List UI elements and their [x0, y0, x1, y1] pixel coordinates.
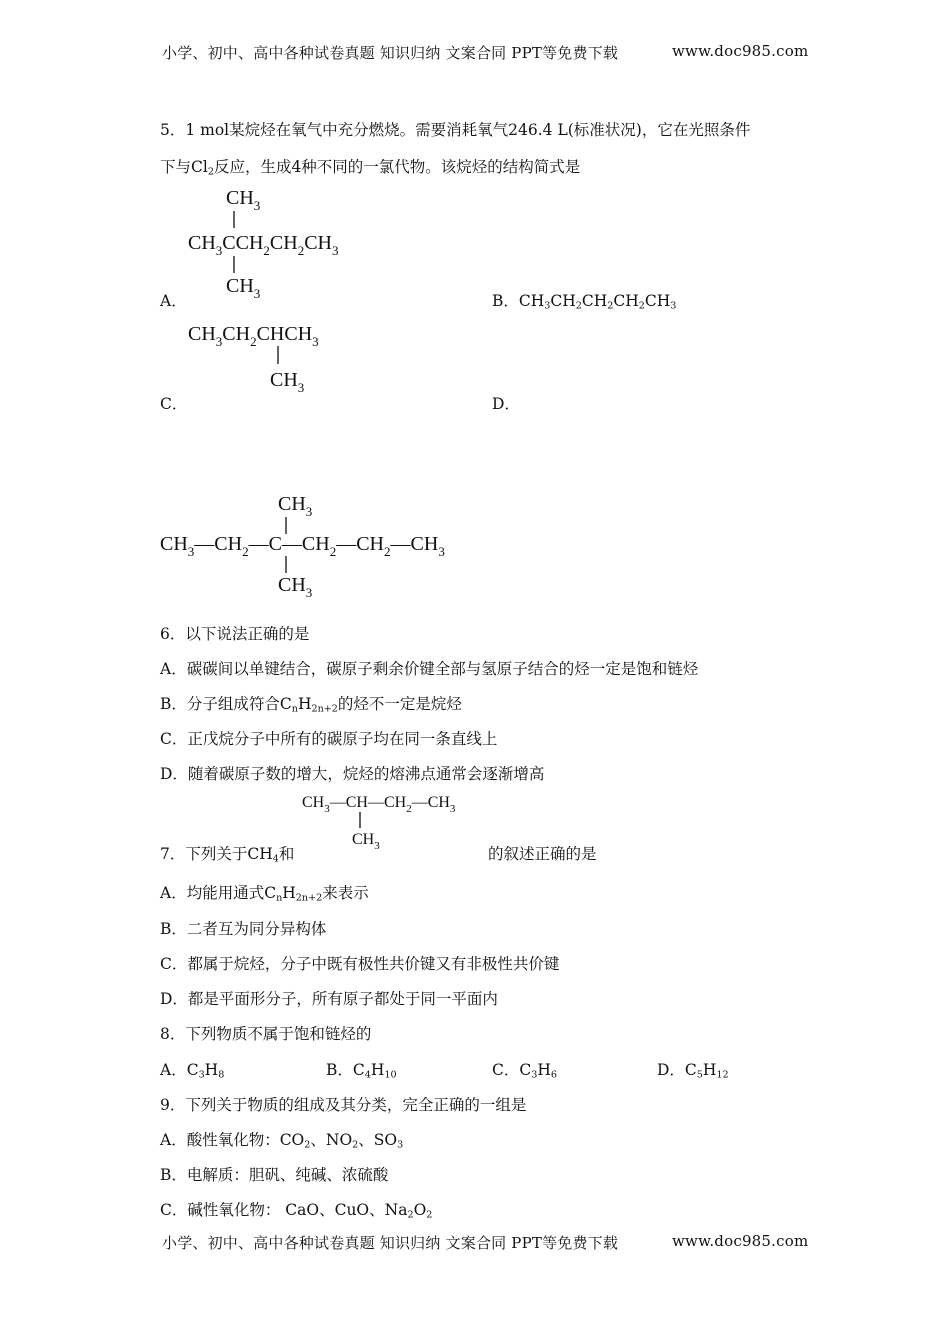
struct-c-branch-ch3: $CH_3$: [270, 369, 305, 395]
q7-option-a: A．均能用通式$C_nH_{2n+2}$来表示: [160, 884, 369, 904]
q7-stem-start: 7．下列关于$CH_4$和: [160, 845, 295, 865]
q5-structure-d: [160, 490, 490, 604]
struct-a-main-chain: $CH_3CCH_2CH_2CH_3$: [188, 232, 339, 258]
q5-stem-line2: 下与$Cl_2$反应，生成4种不同的一氯代物。该烷烃的结构简式是: [160, 158, 581, 178]
q5-option-c-label: C．: [160, 395, 188, 413]
q9-option-a: A．酸性氧化物：$CO_2$、$NO_2$、$SO_3$: [160, 1131, 404, 1151]
q9-option-c: C．碱性氧化物： CaO、CuO、$Na_2O_2$: [160, 1201, 433, 1221]
q6-option-c: C．正戊烷分子中所有的碳原子均在同一条直线上: [160, 730, 498, 748]
struct-d-main-chain: $CH_3—CH_2—C—CH_2—CH_2—CH_3$: [160, 533, 445, 559]
struct-c-main-chain: $CH_3CH_2CHCH_3$: [188, 323, 319, 349]
q6-option-d: D．随着碳原子数的增大，烷烃的熔沸点通常会逐渐增高: [160, 765, 545, 783]
q7-option-b: B．二者互为同分异构体: [160, 920, 327, 938]
q8-option-c: C．$C_3H_6$: [492, 1061, 557, 1081]
q7-struct-branch-ch3: $CH_3$: [352, 831, 380, 852]
q7-option-c: C．都属于烷烃，分子中既有极性共价键又有非极性共价键: [160, 955, 560, 973]
q9-option-b: B．电解质：胆矾、纯碱、浓硫酸: [160, 1166, 389, 1184]
q6-option-a: A．碳碳间以单键结合，碳原子剩余价键全部与氢原子结合的烃一定是饱和链烃: [160, 660, 699, 678]
struct-d-top-ch3: $CH_3$: [278, 493, 313, 519]
q8-option-a: A．$C_3H_8$: [160, 1061, 225, 1081]
q5-option-a-label: A．: [160, 292, 187, 310]
q6-stem: 6．以下说法正确的是: [160, 625, 310, 643]
q7-struct-main-chain: $CH_3—CH—CH_2—CH_3$: [302, 794, 456, 815]
q8-stem: 8．下列物质不属于饱和链烃的: [160, 1025, 372, 1043]
struct-a-bottom-ch3: $CH_3$: [226, 275, 261, 301]
q7-option-d: D．都是平面形分子，所有原子都处于同一平面内: [160, 990, 498, 1008]
q8-option-d: D．$C_5H_{12}$: [657, 1061, 729, 1081]
q8-option-b: B．$C_4H_{10}$: [326, 1061, 397, 1081]
q9-stem: 9．下列关于物质的组成及其分类，完全正确的一组是: [160, 1096, 527, 1114]
q5-structure-a: [188, 184, 368, 303]
header-site-link[interactable]: www.doc985.com: [672, 42, 809, 60]
q7-structure: [302, 790, 502, 856]
footer-site-link[interactable]: www.doc985.com: [672, 1232, 809, 1250]
q5-option-b: B．$CH_3CH_2CH_2CH_2CH_3$: [492, 292, 677, 312]
q5-option-d-label: D．: [492, 395, 520, 413]
struct-d-bottom-ch3: $CH_3$: [278, 574, 313, 600]
header-tagline: 小学、初中、高中各种试卷真题 知识归纳 文案合同 PPT等免费下载: [162, 44, 619, 62]
struct-a-top-ch3: $CH_3$: [226, 187, 261, 213]
q6-option-b: B．分子组成符合$C_nH_{2n+2}$的烃不一定是烷烃: [160, 695, 462, 715]
q7-stem-end: 的叙述正确的是: [488, 845, 597, 863]
q5-stem-line1: 5．1 mol某烷烃在氧气中充分燃烧。需要消耗氧气246.4 L(标准状况)，它在光照条件: [160, 121, 751, 139]
footer-tagline: 小学、初中、高中各种试卷真题 知识归纳 文案合同 PPT等免费下载: [162, 1234, 619, 1252]
q5-structure-c: [188, 318, 358, 402]
